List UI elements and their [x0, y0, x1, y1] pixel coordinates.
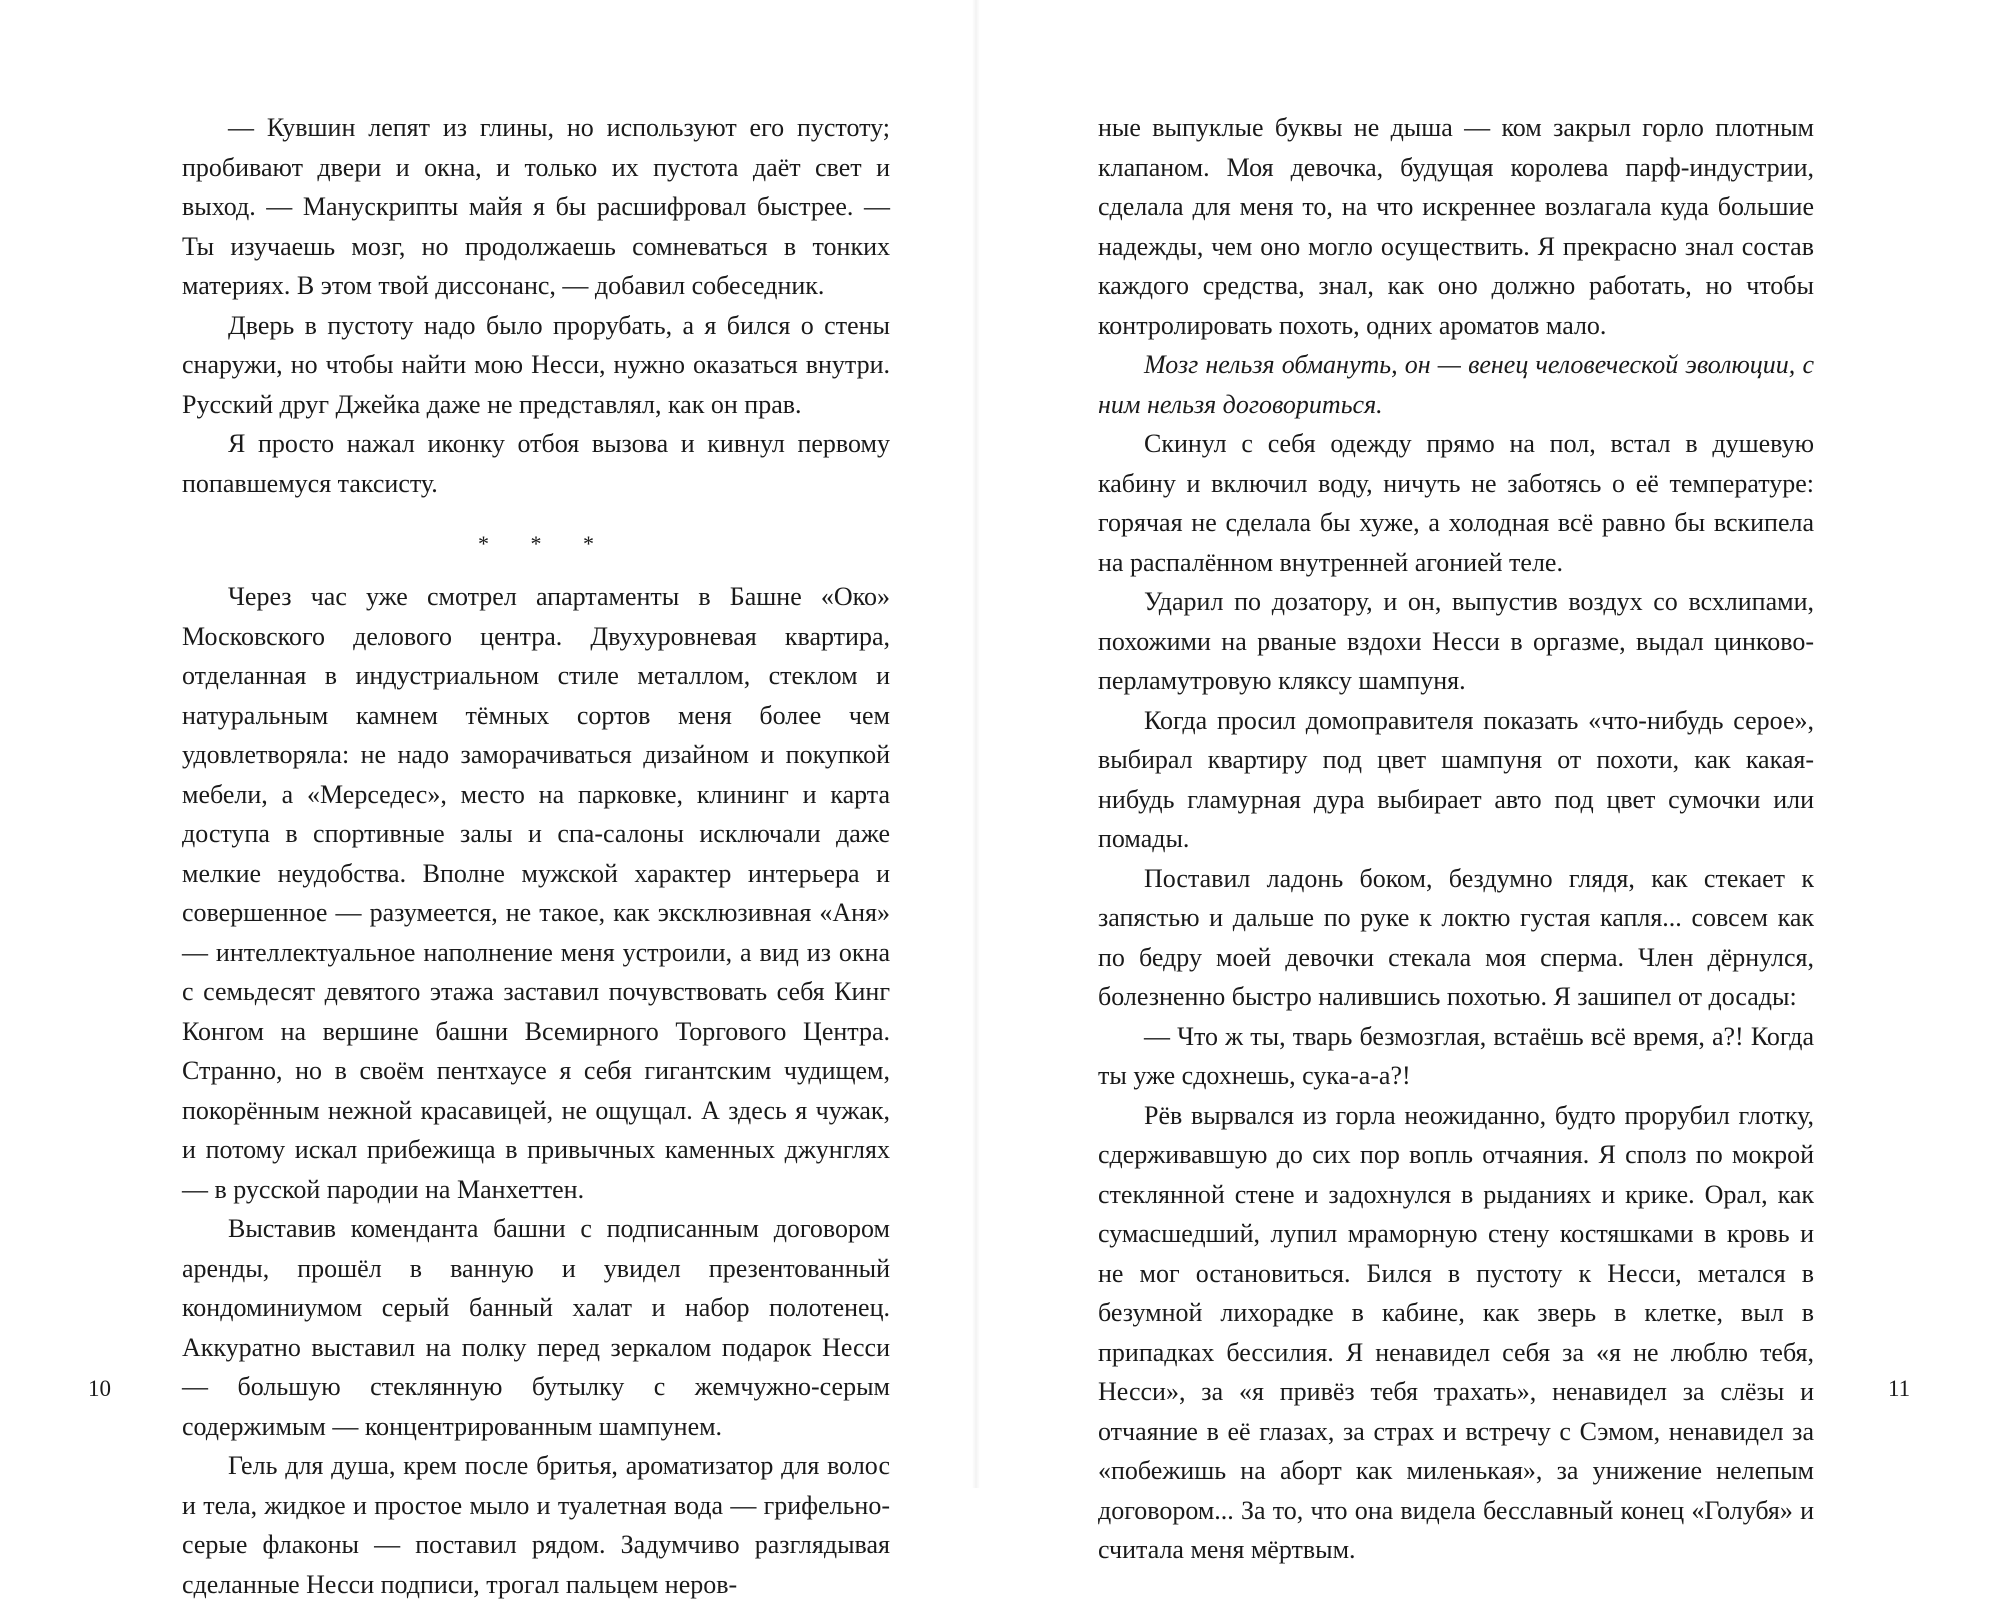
paragraph: Через час уже смотрел апартаменты в Башне «Око» Московского делового центра. Двухуровневая квартира, отделанная в индустриальном стиле металлом, стеклом и натуральным камнем тёмных сортов меня более чем удовлетворяла: не надо заморачиваться дизайном и покупкой мебели, а «Мерседес», место на парковке, клининг и карта доступа в спортивные залы и спа-салоны исключали даже мелкие неудобства. Вполне мужской характер интерьера и совершенное — разумеется, не такое, как эксклюзивная «Аня» — интеллектуальное наполнение меня устроили, а вид из окна с семьдесят девятого этажа заставил почувствовать себя Кинг Конгом на вершине башни Всемирного Торгового Центра. Странно, но в своём пентхаусе я себя гигантским чудищем, покорённым нежной красавицей, не ощущал. А здесь я чужак, и потому искал прибежища в привычных каменных джунглях — в русской пародии на Манхеттен. [182, 582, 890, 1204]
book-gutter [972, 0, 980, 1488]
italic-paragraph: Мозг нельзя обмануть, он — венец человеческой эволюции, с ним нельзя договориться. [1098, 350, 1814, 419]
paragraph: Гель для душа, крем после бритья, ароматизатор для волос и тела, жидкое и простое мыло и туалетная вода — грифельно-серые флаконы — поставил рядом. Задумчиво разглядывая сделанные Несси подписи, трогал пальцем неров- [182, 1451, 890, 1599]
paragraph: Дверь в пустоту надо было прорубать, а я бился о стены снаружи, но чтобы найти мою Несси, нужно оказаться внутри. Русский друг Джейка даже не представлял, как он прав. [182, 310, 890, 419]
paragraph: Скинул с себя одежду прямо на пол, встал в душевую кабину и включил воду, ничуть не заботясь о её температуре: горячая не сделала бы хуже, а холодная всё равно бы вскипела на распалённом внутренней агонией теле. [1098, 429, 1814, 577]
paragraph: Когда просил домоправителя показать «что-нибудь серое», выбирал квартиру под цвет шампуня от похоти, как какая-нибудь гламурная дура выбирает авто под цвет сумочки или помады. [1098, 705, 1814, 853]
paragraph: — Что ж ты, тварь безмозглая, встаёшь всё время, а?! Когда ты уже сдохнешь, сука-а-а?! [1098, 1021, 1814, 1090]
paragraph: Ударил по дозатору, и он, выпустив воздух со всхлипами, похожими на рваные вздохи Несси в оргазме, выдал цинково-перламутровую кляксу шампуня. [1098, 587, 1814, 695]
paragraph: Поставил ладонь боком, бездумно глядя, как стекает к запястью и дальше по руке к локтю густая капля... совсем как по бедру моей девочки стекала моя сперма. Член дёрнулся, болезненно быстро налившись похотью. Я зашипел от досады: [1098, 863, 1814, 1011]
page-number-left: 10 [88, 1376, 111, 1401]
paragraph: Рёв вырвался из горла неожиданно, будто прорубил глотку, сдерживавшую до сих пор вопль отчаяния. Я сполз по мокрой стеклянной стене и задохнулся в рыданиях и крике. Орал, как сумасшедший, лупил мраморную стену костяшками в кровь и не мог остановиться. Бился в пустоту к Несси, метался в безумной лихорадке в кабине, как зверь в клетке, выл в припадках бессилия. Я ненавидел себя за «я не люблю тебя, Несси», за «я привёз тебя трахать», ненавидел за слёзы и отчаяние в её глазах, за страх и встречу с Сэмом, ненавидел за «побежишь на аборт как миленькая», за унижение нелепым договором... За то, что она видела бесславный конец «Голубя» и считала меня мёртвым. [1098, 1100, 1814, 1564]
section-separator: * * * [478, 531, 612, 556]
left-page [182, 108, 890, 1604]
page-number-right: 11 [1888, 1376, 1911, 1401]
paragraph-continuation: ные выпуклые буквы не дыша — ком закрыл горло плотным клапаном. Моя девочка, будущая королева парф-индустрии, сделала для меня то, на что искреннее возлагала куда большие надежды, чем оно могло осуществить. Я прекрасно знал состав каждого средства, знал, как оно должно работать, но чтобы контролировать похоть, одних ароматов мало. [1098, 113, 1814, 340]
right-page [1098, 108, 1814, 1570]
paragraph: Выставив коменданта башни с подписанным договором аренды, прошёл в ванную и увидел презентованный кондоминиумом серый банный халат и набор полотенец. Аккуратно выставил на полку перед зеркалом подарок Несси — большую стеклянную бутылку с жемчужно-серым содержимым — концентрированным шампунем. [182, 1214, 890, 1441]
paragraph: — Кувшин лепят из глины, но используют его пустоту; пробивают двери и окна, и только их пустота даёт свет и выход. — Манускрипты майя я бы расшифровал быстрее. — Ты изучаешь мозг, но продолжаешь сомневаться в тонких материях. В этом твой диссонанс, — добавил собеседник. [182, 113, 890, 300]
paragraph: Я просто нажал иконку отбоя вызова и кивнул первому попавшемуся таксисту. [182, 429, 890, 498]
